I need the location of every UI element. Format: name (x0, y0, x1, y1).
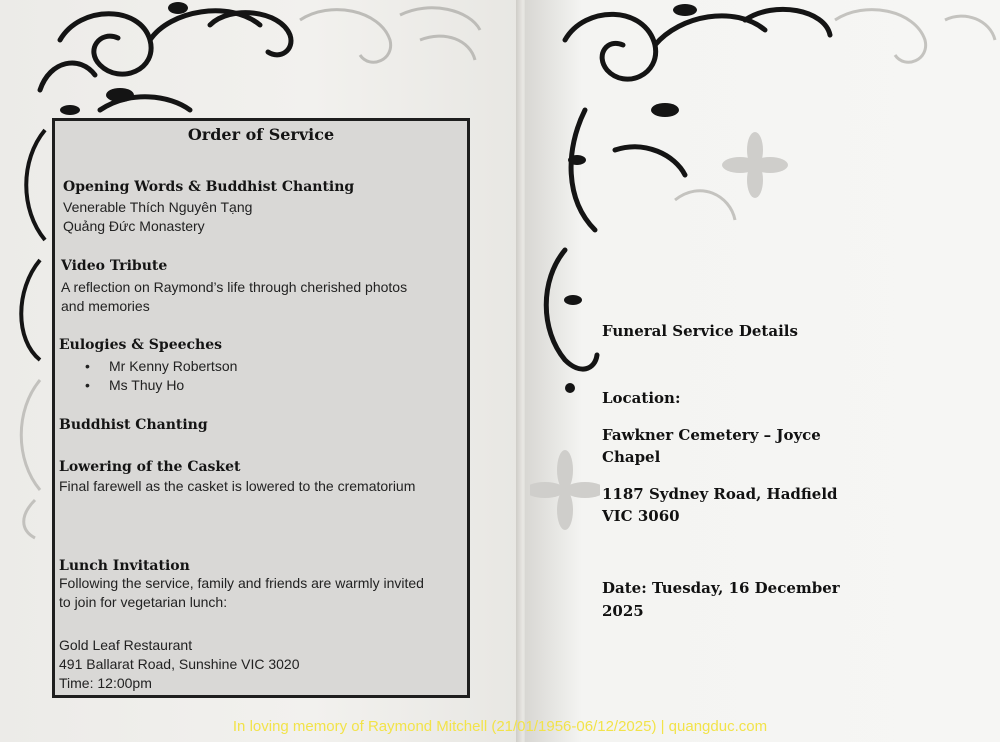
lowering-title: Lowering of the Casket (59, 459, 241, 475)
venue-line-1: Fawkner Cemetery – Joyce (602, 426, 821, 444)
eulogy-bullet-2: • (85, 377, 90, 393)
address-line-1: 1187 Sydney Road, Hadfield (602, 485, 838, 503)
video-line-2: and memories (61, 298, 150, 314)
lunch-time: Time: 12:00pm (59, 675, 152, 691)
eulogy-speaker-1: Mr Kenny Robertson (109, 358, 238, 374)
left-ornament-side (0, 120, 60, 540)
funeral-details-heading: Funeral Service Details (602, 322, 798, 340)
order-of-service-panel (52, 118, 470, 698)
lunch-line-1: Following the service, family and friends are warmly invited (59, 575, 424, 591)
memorial-caption: In loving memory of Raymond Mitchell (21/01/1956-06/12/2025) | quangduc.com (232, 718, 768, 735)
chanting-title: Buddhist Chanting (59, 417, 208, 433)
lunch-title: Lunch Invitation (59, 558, 190, 574)
video-title: Video Tribute (61, 258, 168, 274)
lunch-line-2: to join for vegetarian lunch: (59, 594, 228, 610)
video-line-1: A reflection on Raymond’s life through cherished photos (61, 279, 408, 295)
eulogy-speaker-2: Ms Thuy Ho (109, 377, 185, 393)
date-line-1: Date: Tuesday, 16 December (602, 579, 840, 597)
order-of-service-heading: Order of Service (187, 125, 335, 144)
restaurant-name: Gold Leaf Restaurant (59, 637, 193, 653)
address-line-2: VIC 3060 (602, 507, 680, 525)
date-line-2: 2025 (602, 602, 644, 620)
location-label: Location: (602, 389, 681, 407)
restaurant-address: 491 Ballarat Road, Sunshine VIC 3020 (59, 656, 300, 672)
opening-line-1: Venerable Thích Nguyên Tạng (63, 199, 253, 215)
eulogies-title: Eulogies & Speeches (59, 337, 222, 353)
eulogy-bullet-1: • (85, 358, 90, 374)
right-ornament-lower (530, 400, 600, 560)
right-ornament (525, 0, 1000, 430)
opening-line-2: Quảng Đức Monastery (63, 218, 205, 234)
lowering-line-1: Final farewell as the casket is lowered to the crematorium (59, 478, 416, 494)
right-page (525, 0, 1000, 742)
venue-line-2: Chapel (602, 448, 661, 466)
opening-title: Opening Words & Buddhist Chanting (63, 179, 355, 195)
